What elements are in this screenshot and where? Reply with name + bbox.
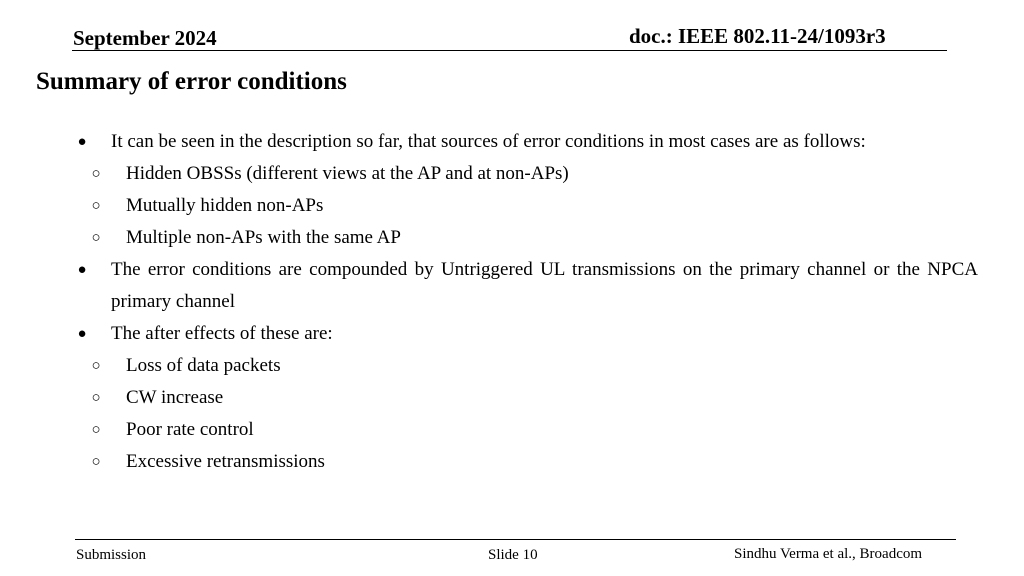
sub-bullet-item (75, 446, 978, 478)
bullet-text: The after effects of these are: (111, 323, 333, 344)
sub-bullet-text: Multiple non-APs with the same AP (126, 227, 401, 248)
bullet-icon: ● (77, 326, 87, 342)
sub-bullet-item (75, 350, 978, 382)
sub-bullet-text: Loss of data packets (126, 355, 281, 376)
header-divider (72, 50, 947, 51)
sub-bullet-list (75, 158, 978, 254)
sub-bullet-item (75, 190, 978, 222)
footer-submission: Submission (76, 547, 147, 563)
header-doc-id: doc.: IEEE 802.11-24/1093r3 (629, 24, 886, 48)
header-date: September 2024 (73, 26, 217, 50)
sub-bullet-icon: ○ (91, 358, 101, 374)
sub-bullet-text: CW increase (126, 387, 224, 408)
footer-slide-number: Slide 10 (488, 547, 538, 563)
bullet-icon: ● (77, 262, 87, 278)
sub-bullet-icon: ○ (91, 390, 101, 406)
sub-bullet-item (75, 382, 978, 414)
sub-bullet-text: Poor rate control (126, 419, 254, 440)
sub-list-container (75, 158, 978, 254)
bullet-item (75, 318, 978, 350)
footer-divider (75, 539, 956, 540)
sub-bullet-icon: ○ (91, 166, 101, 182)
sub-bullet-item (75, 222, 978, 254)
sub-bullet-text: Excessive retransmissions (126, 451, 325, 472)
sub-bullet-text: Mutually hidden non-APs (126, 195, 324, 216)
sub-bullet-list (75, 350, 978, 478)
sub-bullet-text: Hidden OBSSs (different views at the AP and at non-APs) (126, 163, 569, 184)
bullet-icon: ● (77, 134, 87, 150)
bullet-text: The error conditions are compounded by Untriggered UL transmissions on the primary channel or the NPCA primary channel (111, 259, 978, 312)
sub-bullet-icon: ○ (91, 198, 101, 214)
sub-list-container (75, 350, 978, 478)
sub-bullet-item (75, 158, 978, 190)
sub-bullet-icon: ○ (91, 230, 101, 246)
bullet-item (75, 126, 978, 158)
bullet-text: It can be seen in the description so far, that sources of error conditions in most cases are as follows: (111, 131, 866, 152)
sub-bullet-icon: ○ (91, 454, 101, 470)
slide-title: Summary of error conditions (36, 68, 347, 95)
bullet-item (75, 254, 978, 318)
sub-bullet-item (75, 414, 978, 446)
bullet-list (75, 126, 978, 478)
footer-authors: Sindhu Verma et al., Broadcom (734, 546, 923, 562)
sub-bullet-icon: ○ (91, 422, 101, 438)
